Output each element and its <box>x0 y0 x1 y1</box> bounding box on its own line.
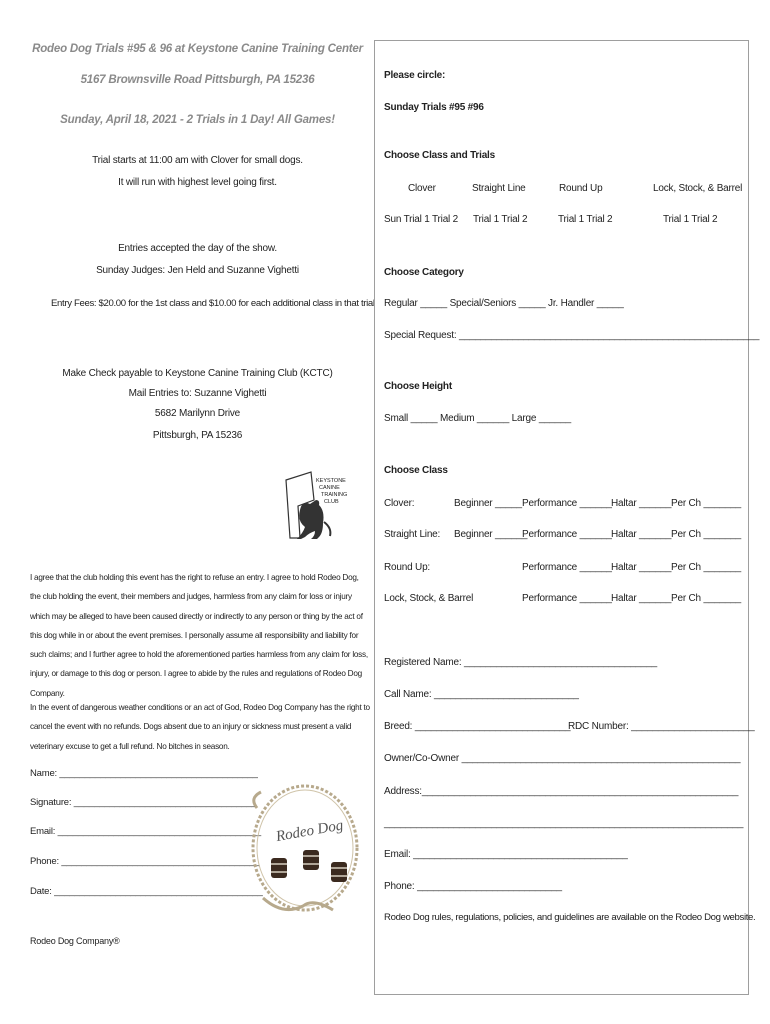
rodeo-logo-text: Rodeo Dog <box>274 817 345 846</box>
per-ch-field[interactable]: Per Ch _______ <box>671 529 742 540</box>
per-ch-field[interactable]: Per Ch _______ <box>671 562 742 573</box>
address-field[interactable]: Address:___________________________________________________________ <box>384 786 739 797</box>
halter-field[interactable]: Haltar ______ <box>611 593 672 604</box>
beginner-field[interactable]: Beginner _____ <box>454 498 522 509</box>
date-field[interactable]: Date: _________________________________________ <box>30 886 263 897</box>
kctc-logo-line: CLUB <box>324 499 339 505</box>
kctc-logo-line: KEYSTONE <box>316 478 346 484</box>
event-date: Sunday, April 18, 2021 - 2 Trials in 1 Day! All Games! <box>60 114 335 126</box>
judges-line: Sunday Judges: Jen Held and Suzanne Vighetti <box>96 265 299 276</box>
keystone-dog-icon <box>278 470 350 555</box>
please-circle-label: Please circle: <box>384 70 446 81</box>
trial-option-straight-line[interactable]: Trial 1 Trial 2 <box>473 214 528 225</box>
class-header-round-up: Round Up <box>559 183 603 194</box>
class-row-label: Straight Line: <box>384 529 441 540</box>
mail-entries-line: Mail Entries to: Suzanne Vighetti <box>128 388 267 399</box>
class-header-lock-stock-barrel: Lock, Stock, & Barrel <box>653 183 743 194</box>
height-field[interactable]: Small _____ Medium ______ Large ______ <box>384 413 571 424</box>
choose-height-heading: Choose Height <box>384 381 452 392</box>
entries-line: Entries accepted the day of the show. <box>118 243 277 254</box>
owner-email-field[interactable]: Email: ________________________________________ <box>384 849 628 860</box>
run-order-line: It will run with highest level going first. <box>118 177 277 188</box>
entry-fees-line: Entry Fees: $20.00 for the 1st class and $10.00 for each additional class in that trial <box>51 298 375 309</box>
special-request-field[interactable]: Special Request: ________________________________________________________ <box>384 330 760 341</box>
performance-field[interactable]: Performance ______ <box>522 593 612 604</box>
mail-city-line: Pittsburgh, PA 15236 <box>152 430 243 441</box>
class-header-straight-line: Straight Line <box>472 183 526 194</box>
trial-option-clover[interactable]: Sun Trial 1 Trial 2 <box>384 214 459 225</box>
breed-field[interactable]: Breed: _____________________________ <box>384 721 571 732</box>
liability-agreement: I agree that the club holding this event has the right to refuse an entry. I agree to hold Rodeo Dog, the club holding the event, their members and judges, harmless from any claim for loss or injury which may be alleged to have been caused directly or indirectly to any person or thing by the act of this dog while in or about the event premises. I personally assume all responsibility and liability for such claims; and I further agree to hold the aforementioned parties harmless from any claim for loss, injury, or damage to this dog or person. I agree to abide by the rules and regulations of Rodeo Dog Company. <box>30 573 368 698</box>
category-field[interactable]: Regular _____ Special/Seniors _____ Jr. Handler _____ <box>384 298 624 309</box>
owner-field[interactable]: Owner/Co-Owner ____________________________________________________ <box>384 753 741 764</box>
trial-option-round-up[interactable]: Trial 1 Trial 2 <box>558 214 613 225</box>
rules-note: Rodeo Dog rules, regulations, policies, and guidelines are available on the Rodeo Dog website. <box>384 912 756 923</box>
choose-class-heading: Choose Class <box>384 465 448 476</box>
kctc-logo <box>278 470 350 555</box>
address-field-line2[interactable]: ___________________________________________________________________ <box>384 818 744 829</box>
signature-field[interactable]: Signature: ____________________________________ <box>30 797 257 808</box>
halter-field[interactable]: Haltar ______ <box>611 562 672 573</box>
performance-field[interactable]: Performance ______ <box>522 562 612 573</box>
owner-phone-field[interactable]: Phone: ___________________________ <box>384 881 562 892</box>
mail-street-line: 5682 Marilynn Drive <box>154 408 241 419</box>
name-field[interactable]: Name: _______________________________________ <box>30 768 258 779</box>
venue-address: 5167 Brownsville Road Pittsburgh, PA 15236 <box>80 74 315 86</box>
class-row-label: Clover: <box>384 498 415 509</box>
performance-field[interactable]: Performance ______ <box>522 498 612 509</box>
class-header-clover: Clover <box>408 183 436 194</box>
halter-field[interactable]: Haltar ______ <box>611 498 672 509</box>
per-ch-field[interactable]: Per Ch _______ <box>671 498 742 509</box>
trial-option-lock-stock-barrel[interactable]: Trial 1 Trial 2 <box>663 214 718 225</box>
trials-select[interactable]: Sunday Trials #95 #96 <box>384 102 484 113</box>
class-row-label: Lock, Stock, & Barrel <box>384 593 474 604</box>
choose-category-heading: Choose Category <box>384 267 464 278</box>
event-title: Rodeo Dog Trials #95 & 96 at Keystone Canine Training Center <box>32 43 363 55</box>
lasso-barrels-icon <box>245 778 365 923</box>
rdc-number-field[interactable]: RDC Number: _______________________ <box>568 721 755 732</box>
footer-company: Rodeo Dog Company® <box>30 936 120 946</box>
beginner-field[interactable]: Beginner ______ <box>454 529 528 540</box>
check-payable-line: Make Check payable to Keystone Canine Training Club (KCTC) <box>62 368 333 379</box>
rodeo-dog-logo <box>245 778 365 923</box>
call-name-field[interactable]: Call Name: ___________________________ <box>384 689 579 700</box>
kctc-logo-line: CANINE <box>319 485 340 491</box>
start-time-line: Trial starts at 11:00 am with Clover for small dogs. <box>92 155 303 166</box>
class-row-label: Round Up: <box>384 562 431 573</box>
email-field[interactable]: Email: ________________________________________ <box>30 826 261 837</box>
performance-field[interactable]: Performance ______ <box>522 529 612 540</box>
registered-name-field[interactable]: Registered Name: ____________________________________ <box>384 657 657 668</box>
weather-policy: In the event of dangerous weather conditions or an act of God, Rodeo Dog Company has the right to cancel the event with no refunds. Dogs absent due to an injury or sickness must present a valid veterinary excuse to get a full refund. No bitches in season. <box>30 703 370 751</box>
halter-field[interactable]: Haltar ______ <box>611 529 672 540</box>
per-ch-field[interactable]: Per Ch _______ <box>671 593 742 604</box>
choose-class-trials-heading: Choose Class and Trials <box>384 150 495 161</box>
kctc-logo-line: TRAINING <box>321 492 348 498</box>
phone-field[interactable]: Phone: _______________________________________ <box>30 856 260 867</box>
